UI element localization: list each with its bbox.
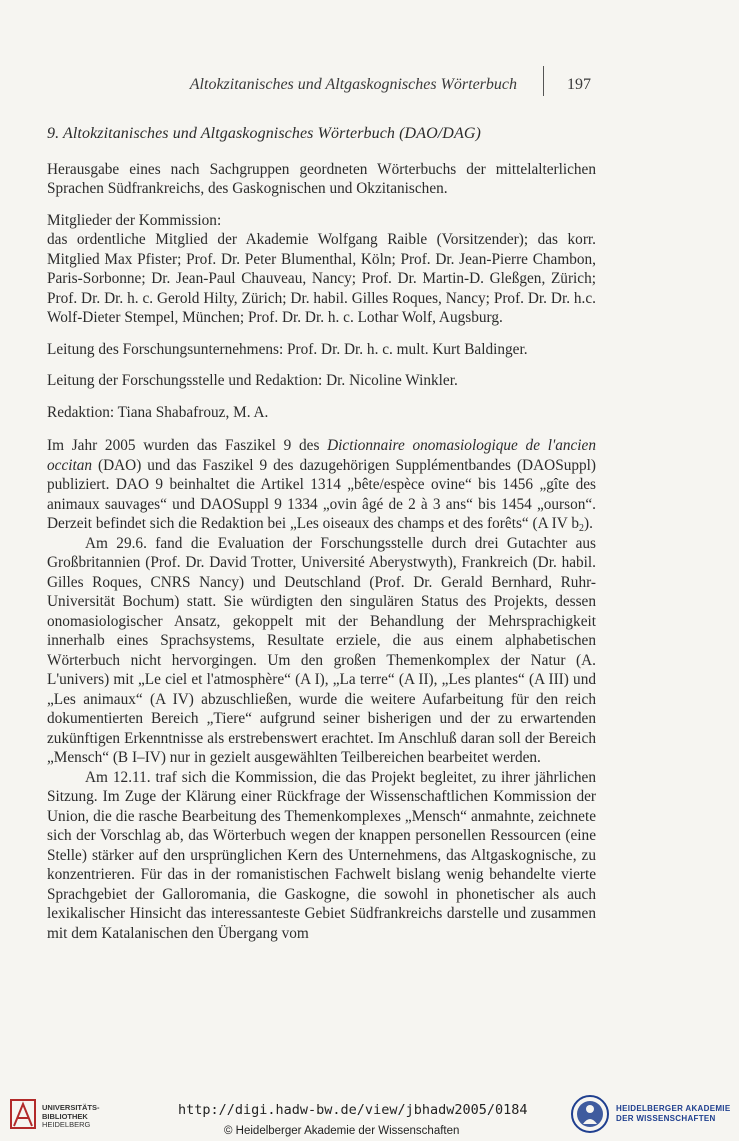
academy-name [616,1104,730,1124]
page-number: 197 [567,76,591,93]
main-text [47,124,596,943]
redaktion: Redaktion: Tiana Shabafrouz, M. A. [47,403,269,421]
p1-text-b: (DAO) und das Faszikel 9 des dazugehörigen Supplémentbandes (DAOSuppl) publiziert. DAO 9 beinhaltet die Artikel 1314 „bête/espèce ovine“ bis 1456 „gîte des animaux sauvages“ und DAOSuppl 9 1334 „ovin âgé de 2 à 3 ans“ bis 1454 „ourson“. Derzeit befindet sich die Redaktion bei „Les oiseaux des champs et des forêts“ (A IV b [47,456,596,532]
leitung-stelle: Leitung der Forschungsstelle und Redaktion: Dr. Nicoline Winkler. [47,372,458,389]
permalink-url[interactable]: http://digi.hadw-bw.de/view/jbhadw2005/0184 [178,1102,528,1118]
ub-heidelberg-logo-icon [8,1096,38,1132]
section-title: 9. Altokzitanisches und Altgaskognisches Wörterbuch (DAO/DAG) [47,125,481,142]
paragraph-3: Am 12.11. traf sich die Kommission, die das Projekt begleitet, zu ihrer jährlichen Sitzung. Im Zuge der Klärung einer Rückfrage der Wissenschaftlichen Kommission der Union, die die rasche Bearbeitung des Themenkomplexes „Mensch“ anmahnte, zeichnete sich der Vorschlag ab, das Wörterbuch wegen der knappen personellen Ressourcen (eine Stelle) stärker auf den ursprünglichen Kern des Unternehmens, das Altgaskognische, zu konzentrieren. Für das in der romanistischen Fachwelt bislang wenig behandelte vierte Sprachgebiet der Galloromania, die Gaskogne, die sowohl in phonetischer als auch lexikalischer Hinsicht das interessanteste Gebiet Südfrankreichs darstelle und zusammen mit dem Katalanischen den Übergang vom [47,768,596,942]
leitung-unternehmen: Leitung des Forschungsunternehmens: Prof. Dr. Dr. h. c. mult. Kurt Baldinger. [47,340,528,358]
running-head [0,76,739,100]
paragraph-2: Am 29.6. fand die Evaluation der Forschungsstelle durch drei Gutachter aus Großbritannien (Prof. Dr. David Trotter, Université Aberystwyth), Frankreich (Dr. habil. Gilles Roques, CNRS Nancy) und Deutschland (Prof. Dr. Gerald Bernhard, Ruhr-Universität Bochum) statt. Sie würdigten den singulären Status des Projekts, dessen onomasiologischer Ansatz, gekoppelt mit der Behandlung der Mehrsprachigkeit innerhalb eines Sprachsystems, Resultate erziele, die aus einem alphabetischen Wörterbuch nicht hervorgingen. Um den großen Themenkomplex der Natur (A. L'univers) mit „Le ciel et l'atmosphère“ (A I), „La terre“ (A II), „Les plantes“ (A III) und „Les animaux“ (A IV) abzuschließen, wurde die weitere Aufarbeitung für den reich dokumentierten Bereich „Tiere“ aufgrund seiner bisherigen und der zu erwartenden zukünftigen Erkenntnisse als erstrebenswert erachtet. Im Anschluß daran soll der Bereich „Mensch“ (B I–IV) nur in gezielt ausgewählten Teilbereichen bearbeitet werden. [47,534,596,766]
p1-subscript: 2 [578,523,584,534]
ub-line-1: UNIVERSITÄTS- [42,1103,100,1112]
dictionary-title: Dictionnaire onomasiologique de l'ancien occitan [47,437,597,474]
running-head-divider [543,66,544,96]
p1-text-a: Im Jahr 2005 wurden das Faszikel 9 des [47,437,328,454]
academy-line-2: DER WISSENSCHAFTEN [616,1114,716,1123]
intro-paragraph: Herausgabe eines nach Sachgruppen geordneten Wörterbuchs der mittelalterlichen Sprachen Südfrankreichs, des Gaskognischen und Okzitanischen. [47,160,596,197]
members-list: das ordentliche Mitglied der Akademie Wolfgang Raible (Vorsitzender); das korr. Mitglied Max Pfister; Prof. Dr. Peter Blumenthal, Köln; Prof. Dr. Jean-Pierre Chambon, Paris-Sorbonne; Dr. Jean-Paul Chauveau, Nancy; Prof. Dr. Martin-D. Gleßgen, Zürich; Prof. Dr. Dr. h. c. Gerold Hilty, Zürich; Dr. habil. Gilles Roques, Nancy; Prof. Dr. Dr. h.c. Wolf-Dieter Stempel, München; Prof. Dr. Dr. h. c. Lothar Wolf, Augsburg. [47,231,596,326]
ub-line-3: HEIDELBERG [42,1120,91,1129]
ub-heidelberg-text [42,1104,100,1130]
running-title: Altokzitanisches und Altgaskognisches Wörterbuch [189,76,517,93]
ub-line-2: BIBLIOTHEK [42,1111,88,1121]
academy-line-1: HEIDELBERGER AKADEMIE [616,1104,731,1113]
academy-seal-icon [570,1094,610,1134]
digitization-footer [0,1088,739,1141]
p1-text-c: ). [583,515,593,532]
copyright-notice: © Heidelberger Akademie der Wissenschaften [224,1125,460,1137]
paragraph-1 [47,436,596,534]
members-label: Mitglieder der Kommission: [47,211,222,229]
